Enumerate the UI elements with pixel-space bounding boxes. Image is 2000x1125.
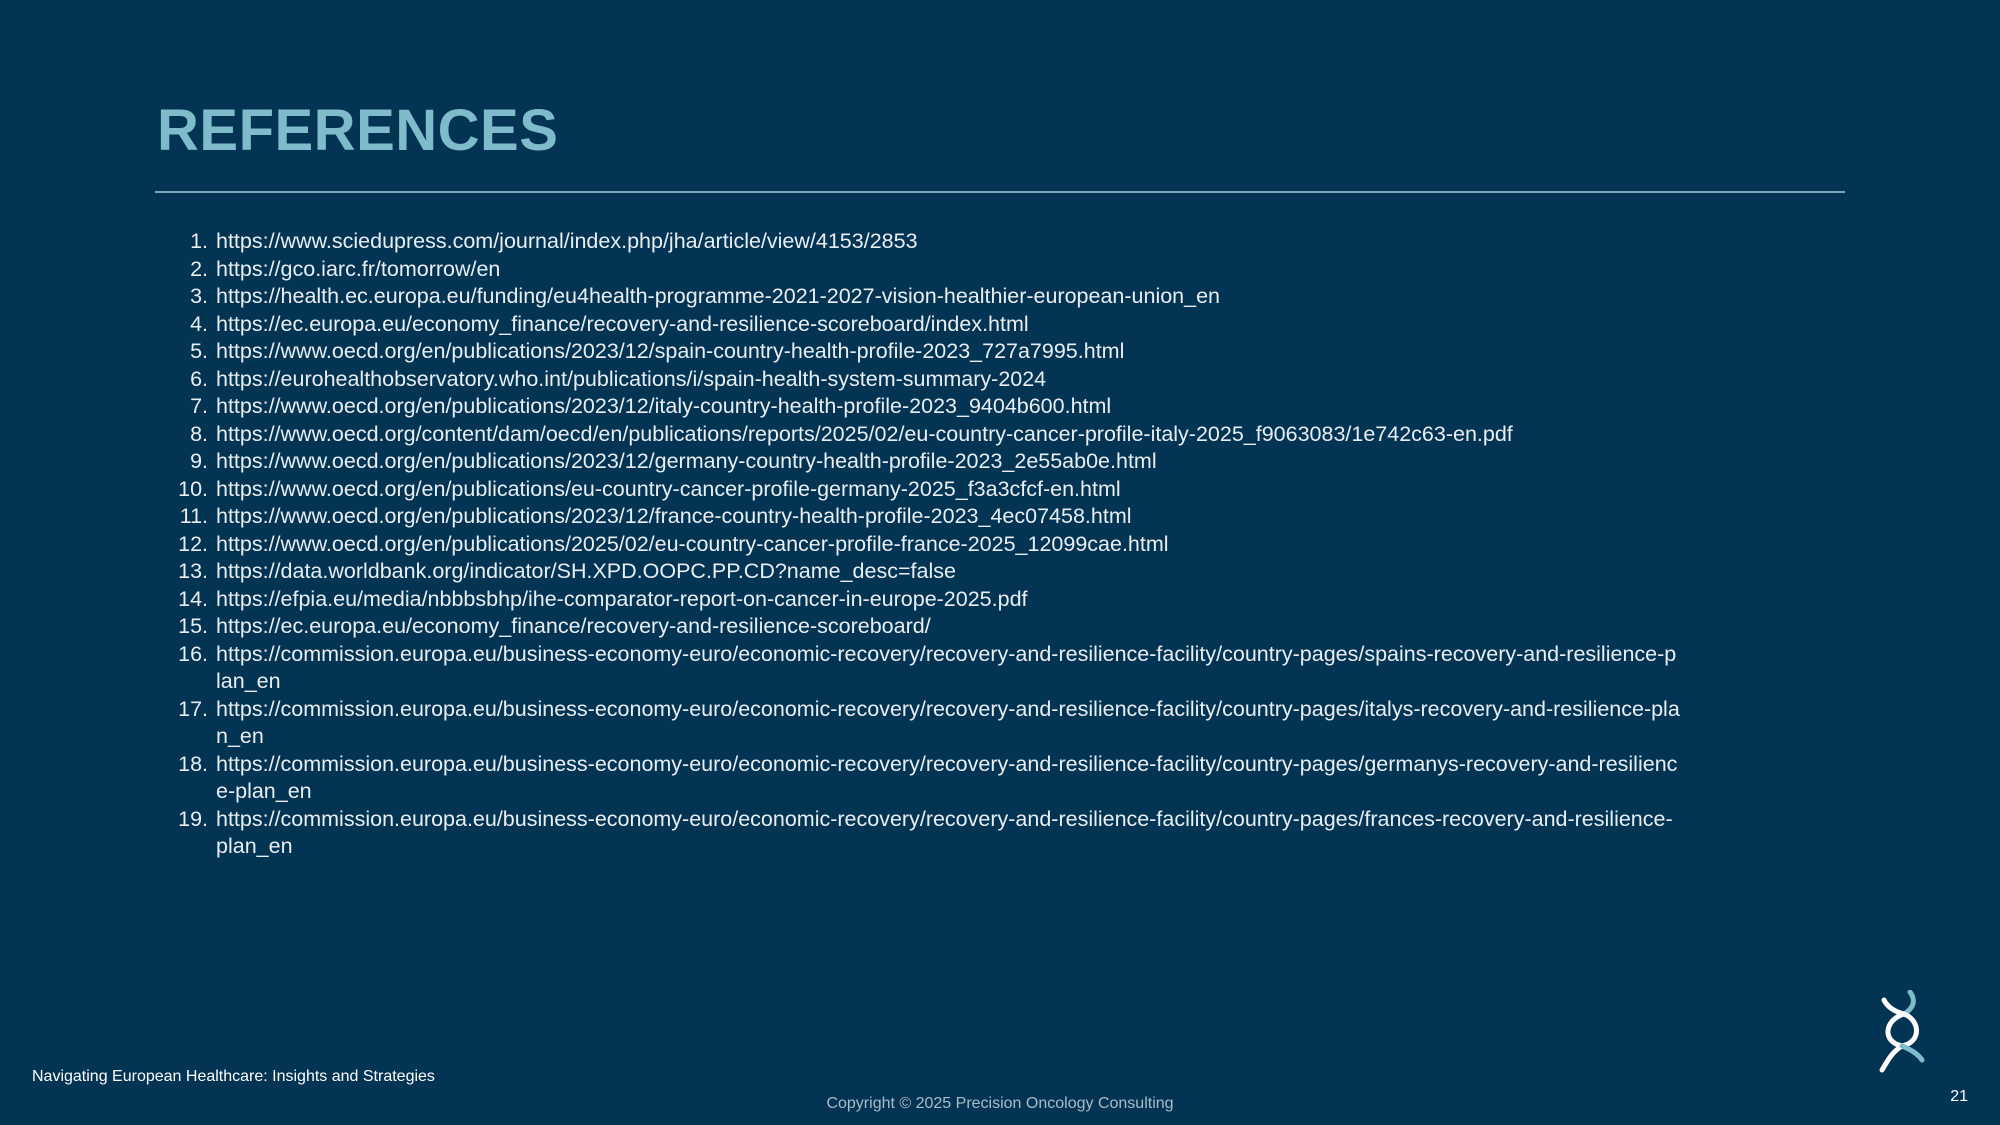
footer-title: Navigating European Healthcare: Insights and Strategies: [32, 1068, 435, 1085]
reference-link[interactable]: https://www.oecd.org/en/publications/2023/12/spain-country-health-profile-2023_727a7995.html: [216, 339, 1125, 363]
reference-list: [160, 228, 1680, 861]
reference-link[interactable]: https://commission.europa.eu/business-economy-euro/economic-recovery/recovery-and-resilience-facility/country-pages/spains-recovery-and-resilience-plan_en: [216, 641, 1677, 693]
page-title: REFERENCES: [157, 98, 559, 163]
reference-item[interactable]: [160, 283, 1680, 311]
reference-item[interactable]: [160, 476, 1680, 504]
reference-link[interactable]: https://ec.europa.eu/economy_finance/recovery-and-resilience-scoreboard/index.html: [216, 311, 1029, 336]
reference-link[interactable]: https://efpia.eu/media/nbbbsbhp/ihe-comparator-report-on-cancer-in-europe-2025.pdf: [216, 586, 1028, 611]
reference-number: 10.: [178, 476, 208, 501]
reference-item[interactable]: [160, 696, 1680, 751]
copyright-notice: Copyright © 2025 Precision Oncology Consulting: [826, 1095, 1174, 1112]
reference-link[interactable]: https://data.worldbank.org/indicator/SH.XPD.OOPC.PP.CD?name_desc=false: [216, 559, 956, 583]
reference-link[interactable]: https://www.oecd.org/en/publications/2023/12/italy-country-health-profile-2023_9404b600.html: [216, 394, 1112, 418]
reference-number: 13.: [178, 559, 208, 583]
reference-number: 19.: [178, 806, 208, 831]
reference-link[interactable]: https://www.sciedupress.com/journal/index.php/jha/article/view/4153/2853: [216, 229, 918, 253]
reference-number: 15.: [178, 614, 208, 638]
reference-number: 3.: [190, 284, 208, 308]
reference-item[interactable]: [160, 311, 1680, 339]
reference-link[interactable]: https://www.oecd.org/en/publications/2023/12/france-country-health-profile-2023_4ec07458.html: [216, 504, 1132, 528]
reference-link[interactable]: https://www.oecd.org/en/publications/2023/12/germany-country-health-profile-2023_2e55ab0e.html: [216, 449, 1157, 473]
reference-item[interactable]: [160, 366, 1680, 394]
reference-item[interactable]: [160, 421, 1680, 449]
reference-item[interactable]: [160, 256, 1680, 284]
reference-item[interactable]: [160, 448, 1680, 476]
reference-number: 17.: [178, 696, 208, 721]
reference-link[interactable]: https://www.oecd.org/content/dam/oecd/en/publications/reports/2025/02/eu-country-cancer-profile-italy-2025_f9063083/1e742c63-en.pdf: [216, 421, 1513, 446]
reference-link[interactable]: https://commission.europa.eu/business-economy-euro/economic-recovery/recovery-and-resilience-facility/country-pages/italys-recovery-and-resilience-plan_en: [216, 696, 1680, 748]
reference-item[interactable]: [160, 228, 1680, 256]
reference-number: 14.: [178, 586, 208, 611]
reference-link[interactable]: https://ec.europa.eu/economy_finance/recovery-and-resilience-scoreboard/: [216, 614, 931, 638]
reference-number: 1.: [190, 229, 208, 253]
reference-item[interactable]: [160, 531, 1680, 559]
reference-item[interactable]: [160, 613, 1680, 641]
reference-item[interactable]: [160, 641, 1680, 696]
reference-item[interactable]: [160, 558, 1680, 586]
reference-number: 5.: [190, 339, 208, 363]
reference-number: 18.: [178, 751, 208, 776]
reference-link[interactable]: https://health.ec.europa.eu/funding/eu4health-programme-2021-2027-vision-healthier-european-union_en: [216, 284, 1221, 308]
reference-item[interactable]: [160, 338, 1680, 366]
dna-helix-icon: [1870, 990, 1934, 1076]
reference-link[interactable]: https://eurohealthobservatory.who.int/publications/i/spain-health-system-summary-2024: [216, 366, 1047, 391]
reference-item[interactable]: [160, 503, 1680, 531]
reference-item[interactable]: [160, 751, 1680, 806]
reference-link[interactable]: https://www.oecd.org/en/publications/2025/02/eu-country-cancer-profile-france-2025_12099cae.html: [216, 531, 1169, 556]
page-number: 21: [1950, 1088, 1968, 1105]
reference-item[interactable]: [160, 806, 1680, 861]
reference-item[interactable]: [160, 586, 1680, 614]
reference-number: 2.: [190, 256, 208, 281]
reference-number: 9.: [190, 449, 208, 473]
reference-item[interactable]: [160, 393, 1680, 421]
reference-number: 16.: [178, 641, 208, 666]
reference-link[interactable]: https://gco.iarc.fr/tomorrow/en: [216, 256, 501, 281]
reference-number: 4.: [190, 311, 208, 336]
title-divider: [155, 191, 1845, 193]
reference-number: 8.: [190, 421, 208, 446]
reference-number: 11.: [179, 504, 208, 528]
reference-link[interactable]: https://commission.europa.eu/business-economy-euro/economic-recovery/recovery-and-resilience-facility/country-pages/germanys-recovery-and-resilience-plan_en: [216, 751, 1678, 803]
reference-link[interactable]: https://commission.europa.eu/business-economy-euro/economic-recovery/recovery-and-resilience-facility/country-pages/frances-recovery-and-resilience-plan_en: [216, 806, 1673, 858]
reference-link[interactable]: https://www.oecd.org/en/publications/eu-country-cancer-profile-germany-2025_f3a3cfcf-en.html: [216, 476, 1121, 501]
reference-number: 6.: [190, 366, 208, 391]
reference-number: 7.: [190, 394, 208, 418]
reference-number: 12.: [178, 531, 208, 556]
